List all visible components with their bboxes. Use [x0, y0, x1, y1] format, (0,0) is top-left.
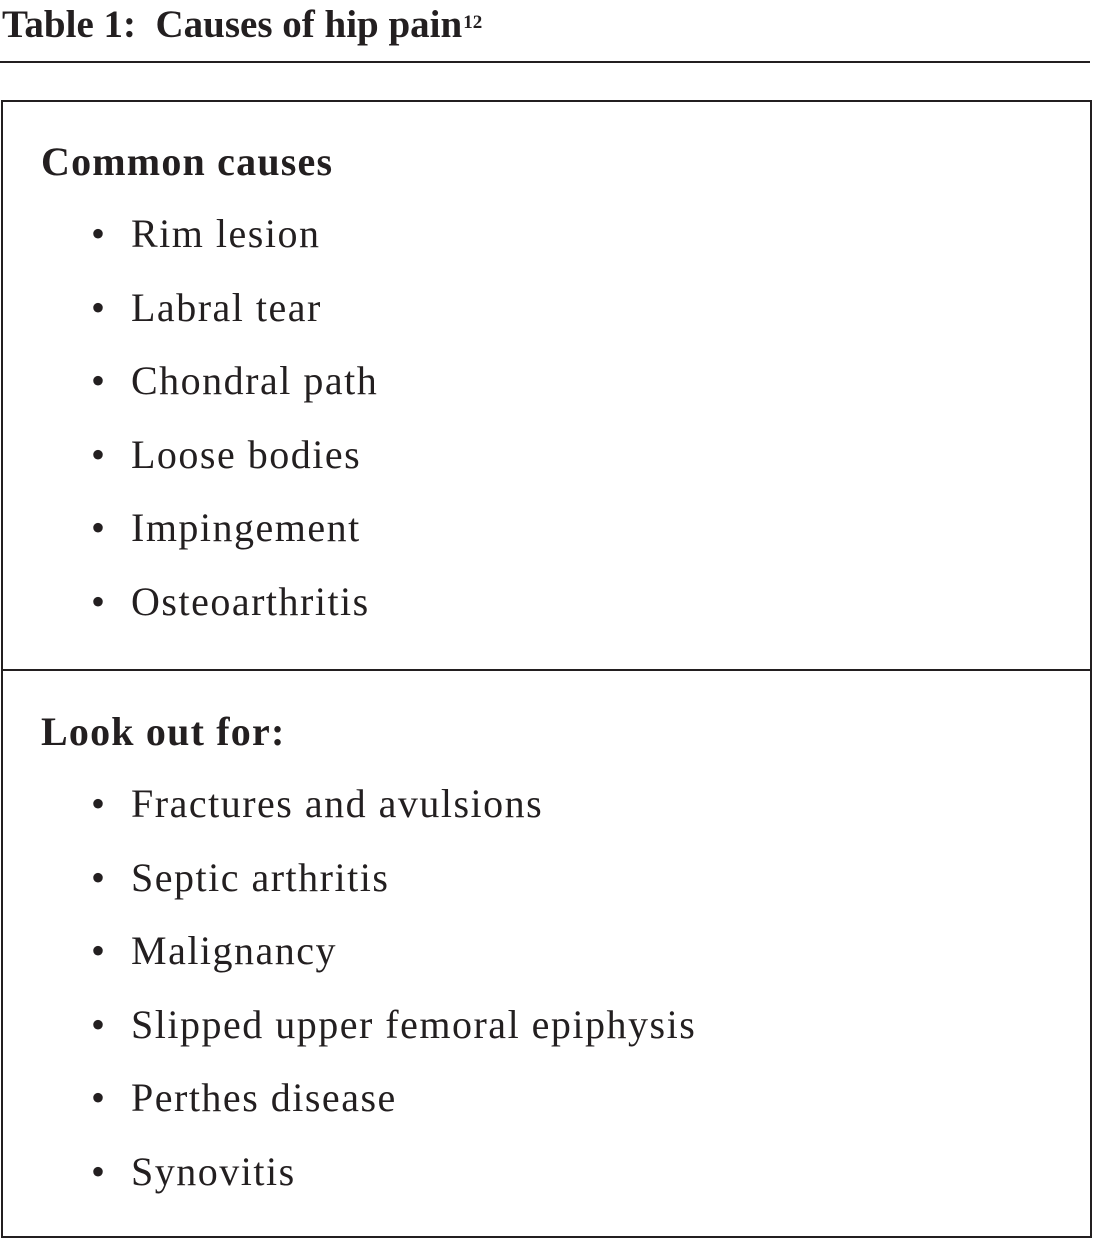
section-divider [3, 669, 1090, 671]
bullet-icon: • [91, 284, 106, 330]
causes-table [1, 100, 1092, 1238]
section-heading-common-causes: Common causes [41, 139, 334, 184]
bullet-icon: • [91, 781, 106, 826]
bullet-icon: • [91, 1001, 106, 1047]
bullet-icon: • [91, 505, 106, 550]
section-heading-look-out-for: Look out for: [41, 709, 286, 754]
list-item-text: Fractures and avulsions [131, 781, 544, 826]
list-item-text: Malignancy [131, 928, 338, 973]
bullet-icon: • [91, 211, 106, 256]
list-item-text: Rim lesion [131, 211, 321, 256]
bullet-icon: • [91, 1148, 106, 1194]
bullet-icon: • [91, 578, 106, 624]
bullet-icon: • [91, 431, 106, 477]
list-item-text: Chondral path [131, 358, 379, 403]
list-item-text: Labral tear [131, 284, 322, 330]
look-out-for-section [3, 672, 1090, 1236]
list-item-text: Loose bodies [131, 431, 362, 477]
table-caption [2, 0, 482, 50]
bullet-icon: • [91, 854, 106, 900]
table-title: Causes of hip pain [155, 3, 463, 46]
list-item-text: Impingement [131, 505, 361, 550]
list-item-text: Synovitis [131, 1148, 296, 1194]
common-causes-section [3, 102, 1090, 670]
list-item-text: Osteoarthritis [131, 578, 370, 624]
bullet-icon: • [91, 928, 106, 973]
bullet-icon: • [91, 1075, 106, 1120]
table-label: Table 1: [2, 3, 137, 46]
list-item-text: Slipped upper femoral epiphysis [131, 1001, 697, 1047]
bullet-icon: • [91, 358, 106, 403]
reference-superscript: 12 [463, 12, 483, 33]
list-item-text: Perthes disease [131, 1075, 397, 1120]
list-item-text: Septic arthritis [131, 854, 390, 900]
caption-rule [0, 61, 1090, 63]
